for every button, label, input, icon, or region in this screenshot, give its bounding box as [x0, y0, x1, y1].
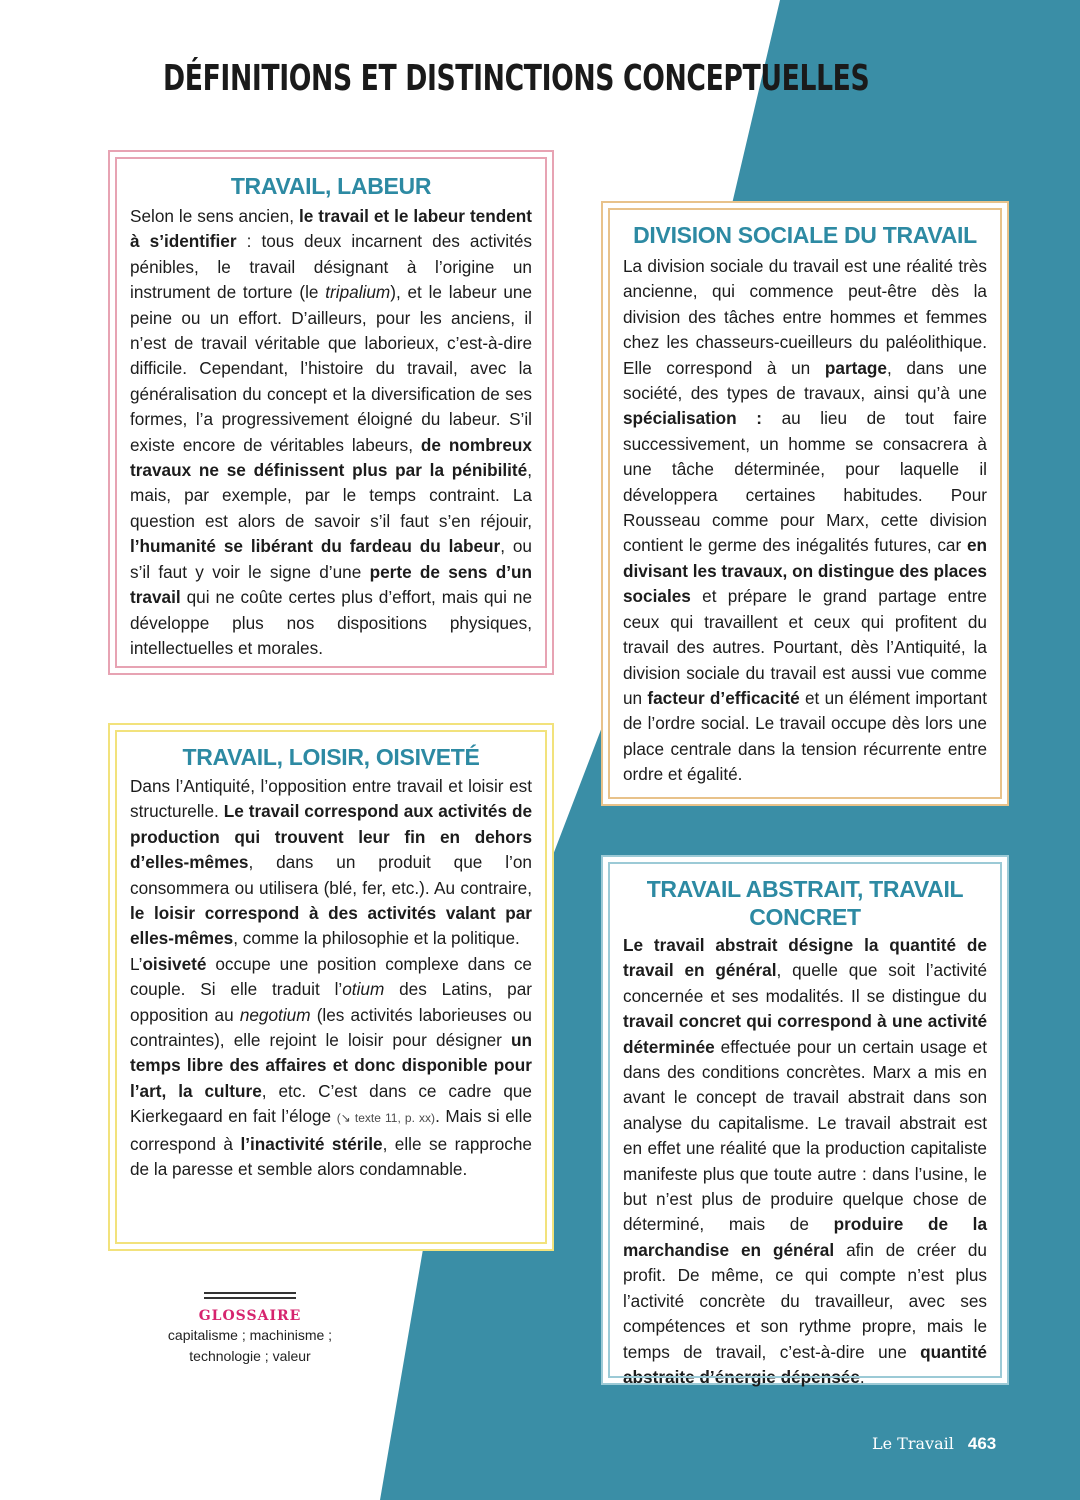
glossary-terms[interactable]: capitalisme ; machinisme ; technologie ; valeur [167, 1327, 333, 1364]
footer-section-title: Le Travail [872, 1434, 954, 1453]
page-footer [872, 1434, 996, 1454]
definition-box-travail-abstrait-concret [601, 855, 1009, 1385]
box-text: Selon le sens ancien, le travail et le labeur tendent à s’identifier : tous deux incarnent des activités pénibles, le travail désignant à l’origine un instrument de torture (le tripalium), et le labeur une peine ou un effort. D’ailleurs, pour les anciens, il n’est de travail véritable que laborieux, c’est-à-dire difficile. Cependant, l’histoire du travail, avec la généralisation du concept et la diversification de ses formes, l’a progressivement éloigné du labeur. S’il existe encore de véritables labeurs, de nombreux travaux ne se définissent plus par la pénibilité, mais, par exemple, par le temps contraint. La question est alors de savoir s’il faut s’en réjouir, l’humanité se libérant du fardeau du labeur, ou s’il faut y voir le signe d’une perte de sens d’un travail qui ne coûte certes plus d’effort, mais qui ne développe plus nos dispositions physiques, intellectuelles et morales. [130, 206, 533, 658]
glossary-divider [204, 1297, 296, 1299]
glossary-title: GLOSSAIRE [198, 1308, 302, 1324]
box-title: TRAVAIL, LABEUR [230, 173, 432, 199]
box-title: TRAVAIL ABSTRAIT, TRAVAIL CONCRET [646, 876, 964, 930]
cross-reference-link[interactable]: (↘ texte 11, p. xx) [336, 1111, 436, 1126]
box-text-paragraph-1: Dans l’Antiquité, l’opposition entre travail et loisir est structurelle. Le travail correspond aux activités de production qui trouvent leur fin en dehors d’elles-mêmes, dans un produit que l’on consommera ou utilisera (blé, fer, etc.). Au contraire, le loisir correspond à des activités valant par elles-mêmes, comme la philosophie et la politique. [130, 776, 533, 949]
box-title: DIVISION SOCIALE DU TRAVAIL [633, 222, 977, 248]
page-number: 463 [967, 1434, 997, 1453]
page-title: DÉFINITIONS ET DISTINCTIONS CONCEPTUELLES [163, 58, 870, 99]
box-text: La division sociale du travail est une réalité très ancienne, qui commence peut-être dès la division des tâches entre hommes et femmes chez les chasseurs-cueilleurs du paléolithique. Elle correspond à un partage, dans une société, des types de travaux, ainsi qu’à une spécialisation : au lieu de tout faire successivement, un homme se consacrera à une tâche déterminée, pour laquelle il développera certaines habitudes. Pour Rousseau comme pour Marx, cette division contient le germe des inégalités futures, car en divisant les travaux, on distingue des places sociales et prépare le grand partage entre ceux qui travaillent et ceux qui profitent du travail des autres. Pourtant, dès l’Antiquité, la division sociale du travail est aussi vue comme un facteur d’efficacité et un élément important de l’ordre social. Le travail occupe dès lors une place centrale dans la tension récurrente entre ordre et égalité. [623, 256, 987, 785]
definition-box-travail-loisir-oisivete [108, 723, 554, 1251]
definition-box-travail-labeur [108, 150, 554, 675]
definition-box-division-sociale [601, 201, 1009, 806]
box-text-paragraph-2: L’oisiveté occupe une position complexe dans ce couple. Si elle traduit l’otium des Latins, par opposition au negotium (les activités laborieuses ou contraintes), elle rejoint le loisir pour désigner un temps libre des affaires et donc disponible pour l’art, la culture, etc. C’est dans ce cadre que Kierkegaard en fait l’éloge (↘ texte 11, p. xx). Mais si elle correspond à l’inactivité stérile, elle se rapproche de la paresse et semble alors condamnable. [130, 953, 533, 1180]
box-title: TRAVAIL, LOISIR, OISIVETÉ [182, 744, 480, 770]
glossary [160, 1292, 340, 1367]
glossary-divider [204, 1292, 296, 1294]
box-text: Le travail abstrait désigne la quantité de travail en général, quelle que soit l’activité concernée et ses modalités. Il se distingue du travail concret qui correspond à une activité déterminée effectuée pour un certain usage et dans des conditions concrètes. Marx a mis en avant le concept de travail abstrait dans son analyse du capitalisme. Le travail abstrait est en effet une réalité que la production capitaliste manifeste plus que toute autre : dans l’usine, le but n’est plus de produire quelque chose de déterminé, mais de produire de la marchandise en général afin de créer du profit. De même, ce qui compte n’est plus l’activité concrète du travailleur, avec ses compétences et son rythme propre, mais le temps de travail, c’est-à-dire une quantité abstraite d’énergie dépensée. [623, 935, 988, 1387]
